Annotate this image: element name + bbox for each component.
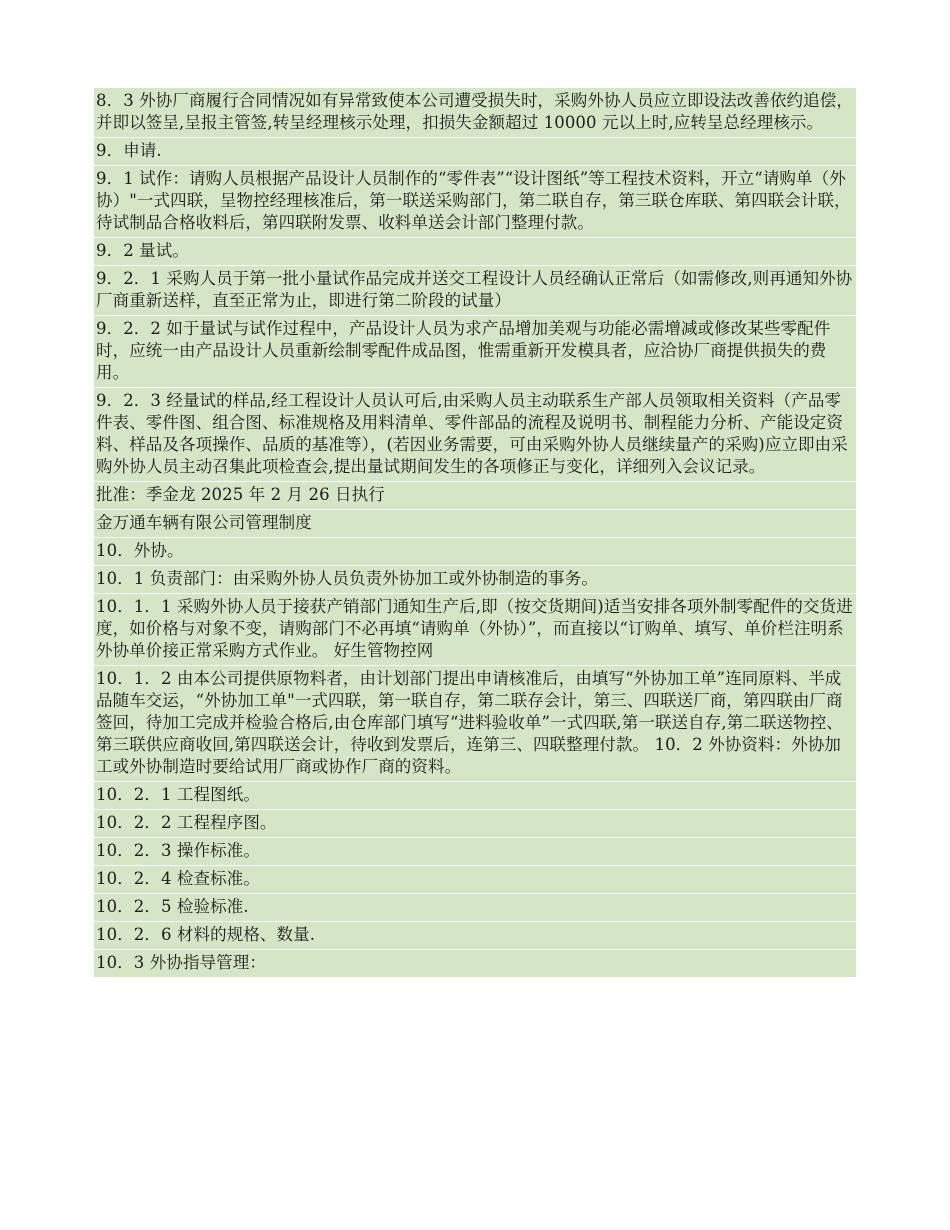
paragraph-9-2: 9．2 量试。: [94, 238, 856, 265]
document-page: [94, 88, 856, 978]
paragraph-10-3: 10．3 外协指导管理：: [94, 950, 856, 977]
paragraph-10-1-2: 10．1．2 由本公司提供原物料者，由计划部门提出申请核准后，由填写“外协加工单”连同原料、半成品随车交运，“外协加工单"一式四联，第一联自存，第二联存会计，第三、四联送厂商，第四联由厂商签回，待加工完成并检验合格后,由仓库部门填写“进料验收单”一式四联,第一联送自存,第二联送物控、第三联供应商收回,第四联送会计，待收到发票后，连第三、四联整理付款。 10．2 外协资料：外协加工或外协制造时要给试用厂商或协作厂商的资料。: [94, 666, 856, 781]
paragraph-10-1-1: 10．1．1 采购外协人员于接获产销部门通知生产后,即（按交货期间)适当安排各项外制零配件的交货进度，如价格与对象不变，请购部门不必再填“请购单（外协）”，而直接以“订购单、填写、单价栏注明系外协单价接正常采购方式作业。 好生管物控网: [94, 594, 856, 665]
paragraph-9-2-3: 9．2．3 经量试的样品,经工程设计人员认可后,由采购人员主动联系生产部人员领取相关资料（产品零件表、零件图、组合图、标准规格及用料清单、零件部品的流程及说明书、制程能力分析、产能设定资料、样品及各项操作、品质的基准等），(若因业务需要，可由采购外协人员继续量产的采购)应立即由采购外协人员主动召集此项检查会,提出量试期间发生的各项修正与变化，详细列入会议记录。: [94, 388, 856, 481]
paragraph-10-2-2: 10．2．2 工程程序图。: [94, 810, 856, 837]
paragraph-10-2-4: 10．2．4 检查标准。: [94, 866, 856, 893]
paragraph-10-2-5: 10．2．5 检验标准.: [94, 894, 856, 921]
paragraph-10-1: 10．1 负责部门：由采购外协人员负责外协加工或外协制造的事务。: [94, 566, 856, 593]
paragraph-10-2-1: 10．2．1 工程图纸。: [94, 782, 856, 809]
paragraph-9-2-1: 9．2．1 采购人员于第一批小量试作品完成并送交工程设计人员经确认正常后（如需修改,则再通知外协厂商重新送样，直至正常为止，即进行第二阶段的试量）: [94, 266, 856, 315]
paragraph-10: 10．外协。: [94, 538, 856, 565]
paragraph-8-3: 8．3 外协厂商履行合同情况如有异常致使本公司遭受损失时，采购外协人员应立即设法改善依约追偿，并即以签呈,呈报主管签,转呈经理核示处理，扣损失金额超过 10000 元以上时,应转呈总经理核示。: [94, 88, 856, 137]
company-title: 金万通车辆有限公司管理制度: [94, 510, 856, 537]
paragraph-9-2-2: 9．2．2 如于量试与试作过程中，产品设计人员为求产品增加美观与功能必需增减或修改某些零配件时，应统一由产品设计人员重新绘制零配件成品图，惟需重新开发模具者，应洽协厂商提供损失的费用。: [94, 316, 856, 387]
paragraph-9-1: 9．1 试作：请购人员根据产品设计人员制作的“零件表”“设计图纸”等工程技术资料，开立“请购单（外协）"一式四联，呈物控经理核准后，第一联送采购部门，第二联自存，第三联仓库联、第四联会计联，待试制品合格收料后，第四联附发票、收料单送会计部门整理付款。: [94, 166, 856, 237]
paragraph-9: 9．申请.: [94, 138, 856, 165]
paragraph-10-2-6: 10．2．6 材料的规格、数量.: [94, 922, 856, 949]
approval-line: 批准：季金龙 2025 年 2 月 26 日执行: [94, 482, 856, 509]
paragraph-10-2-3: 10．2．3 操作标准。: [94, 838, 856, 865]
